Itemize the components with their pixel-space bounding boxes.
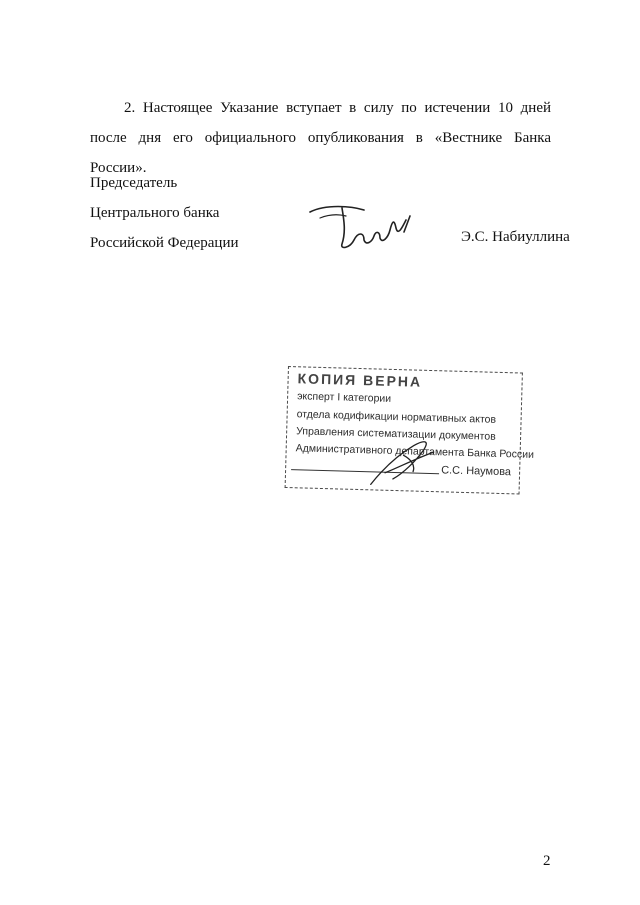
stamp-title: КОПИЯ ВЕРНА xyxy=(297,370,423,390)
stamp-line-position: эксперт I категории xyxy=(296,390,392,405)
stamp-handwritten-signature xyxy=(363,428,445,490)
signatory-title-line2: Центрального банка xyxy=(90,205,220,221)
signatory-title-line1: Председатель xyxy=(90,175,178,191)
stamp-line-organization: Административного департамента Банка России xyxy=(295,442,535,461)
page-number: 2 xyxy=(543,853,551,869)
signatory-title-block xyxy=(90,168,239,258)
stamp-line-directorate: Управления систематизации документов xyxy=(296,425,496,443)
paragraph-effective-date: 2. Настоящее Указание вступает в силу по истечении 10 дней после дня его официального опубликования в «Вестнике Банка России». xyxy=(90,100,551,176)
certified-copy-stamp xyxy=(285,366,535,495)
stamp-line-department: отдела кодификации нормативных актов xyxy=(296,408,497,426)
handwritten-signature xyxy=(306,198,426,258)
signatory-name: Э.С. Набиуллина xyxy=(461,229,570,245)
signatory-title-line3: Российской Федерации xyxy=(90,235,239,251)
stamp-signer-name: С.С. Наумова xyxy=(440,464,512,479)
